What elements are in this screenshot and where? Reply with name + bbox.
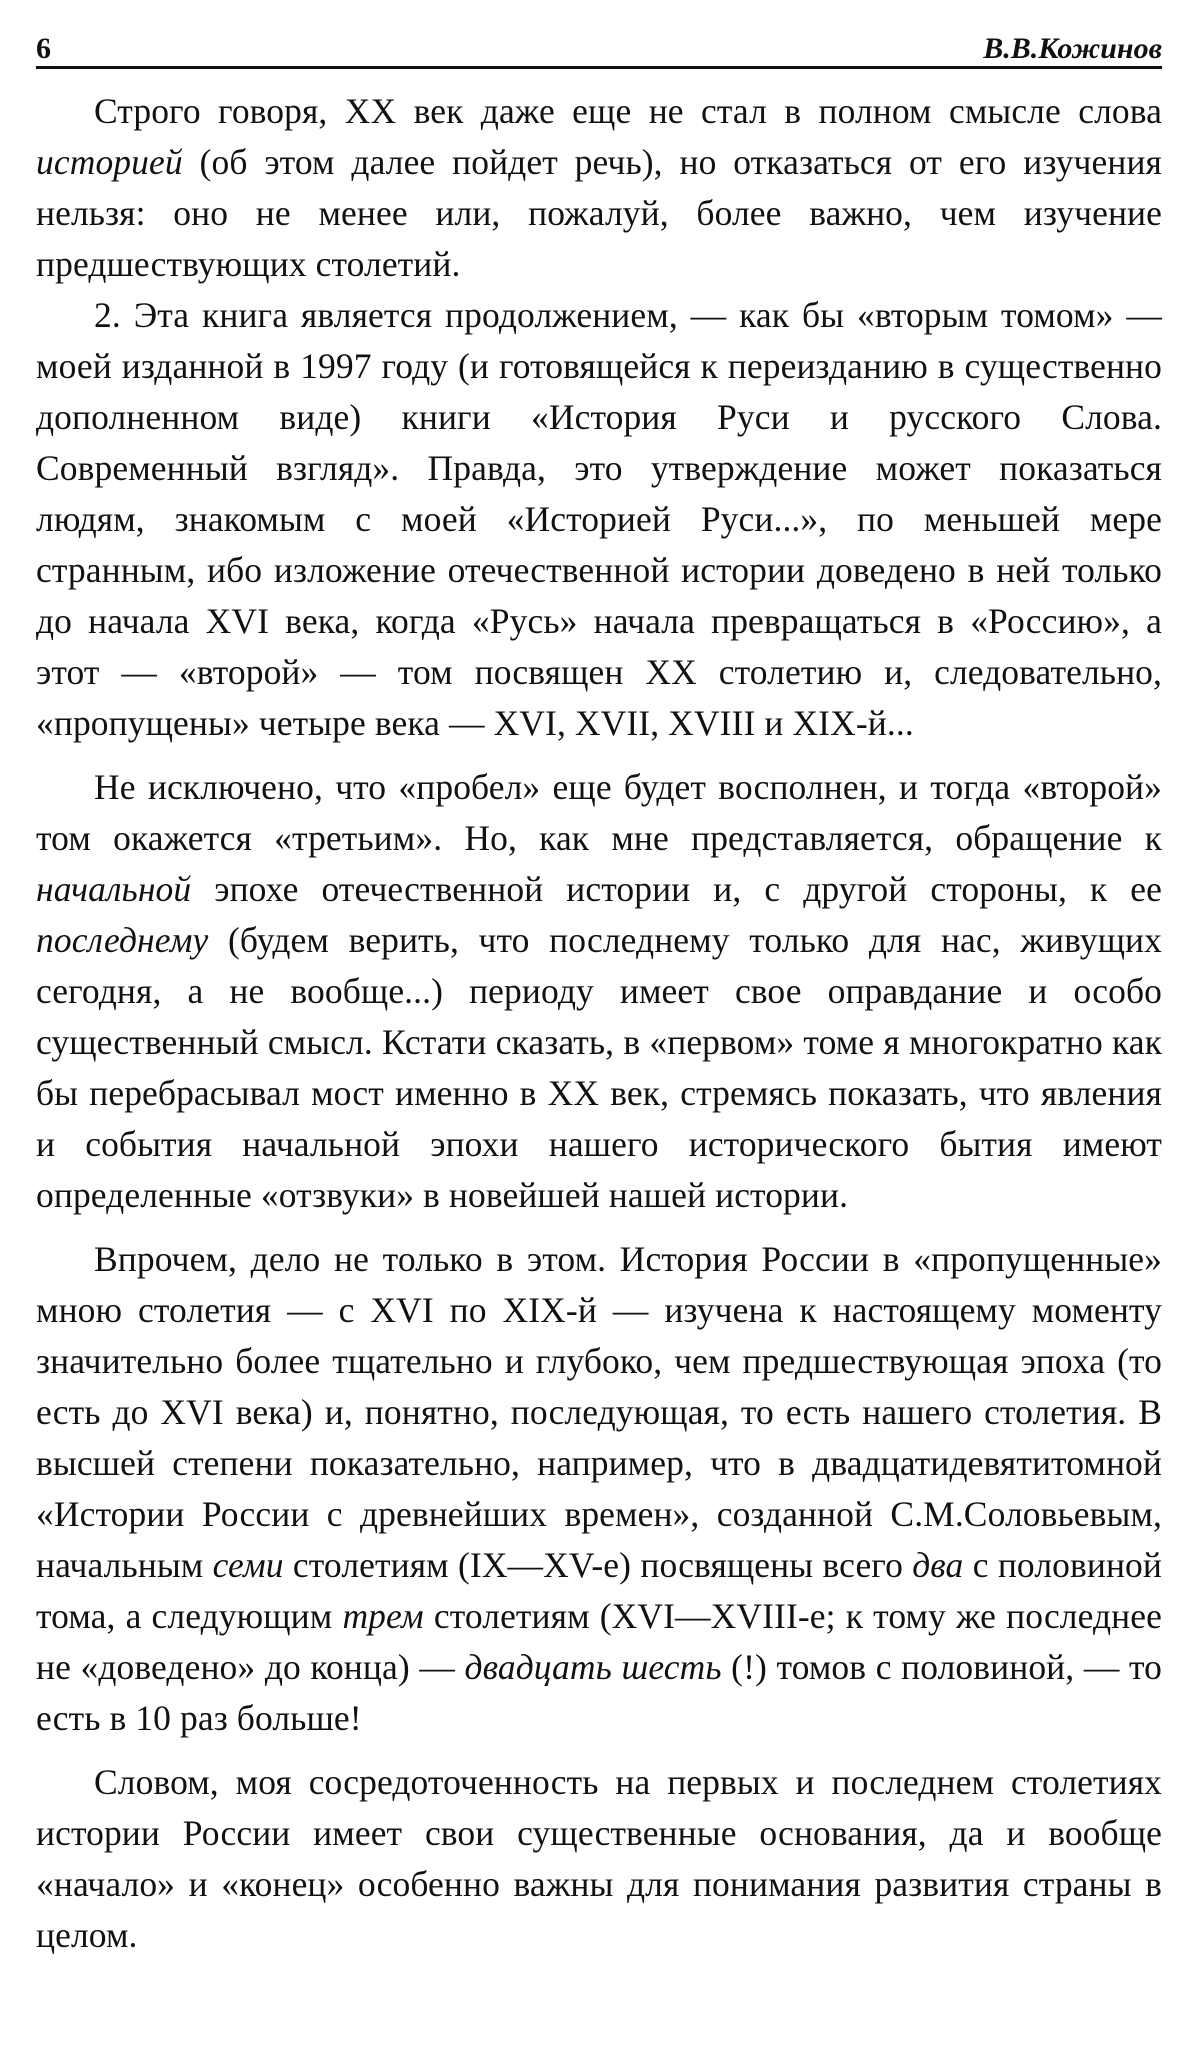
page-header xyxy=(36,26,1162,70)
paragraph-3-emphasis-2: последнему xyxy=(36,920,209,960)
paragraph-4-text-b: столетиям (IX—XV-е) посвящены всего xyxy=(283,1545,913,1585)
page-number: 6 xyxy=(36,32,51,65)
paragraph-4-emphasis-1: семи xyxy=(212,1545,284,1585)
paragraph-4-text-a: Впрочем, дело не только в этом. История России в «пропущенные» мною столетия — с XVI по XIX-й — изучена к настоящему моменту значительно более тщательно и глубоко, чем предшествующая эпоха (то есть до XVI века) и, понятно, последующая, то есть нашего столетия. В высшей степени показательно, например, что в двадцатидевятитомной «Истории России с древнейших времен», созданной С.М.Соловьевым, начальным xyxy=(36,1239,1162,1585)
paragraph-4-emphasis-4: двадцать шесть xyxy=(464,1647,722,1687)
paragraph-4-emphasis-2: два xyxy=(912,1545,964,1585)
paragraph-2-text: 2. Эта книга является продолжением, — как бы «вторым томом» — моей изданной в 1997 году (и готовящейся к переизданию в существенно дополненном виде) книги «История Руси и русского Слова. Современный взгляд». Правда, это утверждение может показаться людям, знакомым с моей «Историей Руси...», по меньшей мере странным, ибо изложение отечественной истории доведено в ней только до начала XVI века, когда «Русь» начала превращаться в «Россию», а этот — «второй» — том посвящен XX столетию и, следовательно, «пропущены» четыре века — XVI, XVII, XVIII и XIX-й... xyxy=(36,295,1162,743)
paragraph-3-text-c: (будем верить, что последнему только для нас, живущих сегодня, а не вообще...) периоду имеет свое оправдание и особо существенный смысл. Кстати сказать, в «первом» томе я многократно как бы перебрасывал мост именно в XX век, стремясь показать, что явления и события начальной эпохи нашего исторического бытия имеют определенные «отзвуки» в новейшей нашей истории. xyxy=(36,920,1162,1215)
paragraph-4-text-e: (!) томов с половиной, — то есть в 10 раз больше! xyxy=(36,1647,1162,1738)
paragraph-3 xyxy=(36,762,1162,1221)
paragraph-3-text-a: Не исключено, что «пробел» еще будет восполнен, и тогда «второй» том окажется «третьим». Но, как мне представляется, обращение к xyxy=(36,767,1162,858)
paragraph-2 xyxy=(36,290,1162,749)
paragraph-4-text-d: столетиям (XVI—XVIII-е; к тому же последнее не «доведено» до конца) — xyxy=(36,1596,1162,1687)
paragraph-5 xyxy=(36,1757,1162,1961)
paragraph-3-emphasis-1: начальной xyxy=(36,869,192,909)
paragraph-1 xyxy=(36,86,1162,290)
paragraph-3-text-b: эпохе отечественной истории и, с другой стороны, к ее xyxy=(191,869,1162,909)
paragraph-4 xyxy=(36,1234,1162,1744)
paragraph-1-emphasis: историей xyxy=(36,142,183,182)
paragraph-4-emphasis-3: трем xyxy=(342,1596,424,1636)
paragraph-5-text: Словом, моя сосредоточенность на первых и последнем столетиях истории России имеет свои существенные основания, да и вообще «начало» и «конец» особенно важны для понимания развития страны в целом. xyxy=(36,1762,1162,1955)
body-text xyxy=(36,86,1162,1961)
running-head-author: В.В.Кожинов xyxy=(983,32,1162,65)
paragraph-1-text-a: Строго говоря, XX век даже еще не стал в полном смысле слова xyxy=(94,91,1162,131)
paragraph-1-text-b: (об этом далее пойдет речь), но отказаться от его изучения нельзя: оно не менее или, пожалуй, более важно, чем изучение предшествующих столетий. xyxy=(36,142,1162,284)
header-rule xyxy=(36,66,1162,69)
paragraph-4-text-c: с половиной тома, а следующим xyxy=(36,1545,1162,1636)
